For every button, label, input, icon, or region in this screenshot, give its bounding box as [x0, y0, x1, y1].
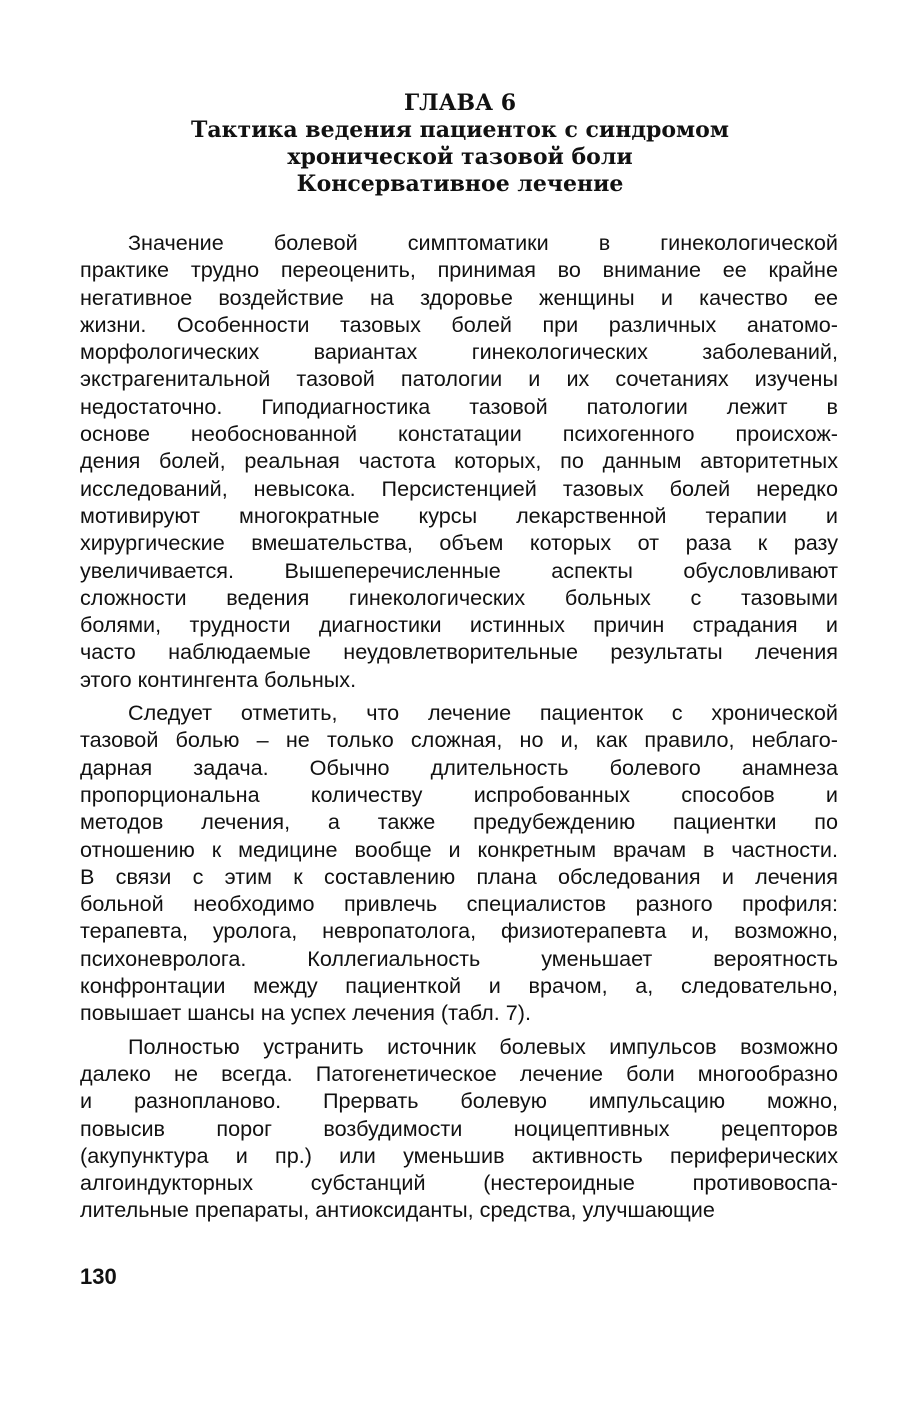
text-line: тазовой болью – не только сложная, но и, как правило, неблаго-: [80, 727, 838, 753]
text-line: негативное воздействие на здоровье женщины и качество ее: [80, 284, 838, 310]
text-line: дения болей, реальная частота которых, по данным авторитетных: [80, 448, 838, 474]
text-line: (акупунктура и пр.) или уменьшив активность периферических: [80, 1142, 838, 1168]
text-line: экстрагенитальной тазовой патологии и их сочетаниях изучены: [80, 366, 838, 392]
text-line: дарная задача. Обычно длительность болевого анамнеза: [80, 754, 838, 780]
text-line: повысив порог возбудимости ноцицептивных рецепторов: [80, 1115, 838, 1141]
text-line: повышает шансы на успех лечения (табл. 7).: [80, 1000, 531, 1026]
text-line: мотивируют многократные курсы лекарственной терапии и: [80, 502, 838, 528]
text-line: хирургические вмешательства, объем которых от раза к разу: [80, 530, 838, 556]
text-line: болями, трудности диагностики истинных причин страдания и: [80, 612, 838, 638]
text-line: сложности ведения гинекологических больных с тазовыми: [80, 584, 838, 610]
chapter-title-line-1: Тактика ведения пациенток с синдромом: [191, 117, 729, 143]
text-line: практике трудно переоценить, принимая во внимание ее крайне: [80, 257, 838, 283]
chapter-heading: [80, 90, 840, 198]
section-subtitle: Консервативное лечение: [296, 171, 624, 197]
text-line: конфронтации между пациенткой и врачом, а, следовательно,: [80, 973, 838, 999]
text-line: больной необходимо привлечь специалистов разного профиля:: [80, 891, 838, 917]
text-line: психоневролога. Коллегиальность уменьшает вероятность: [80, 945, 838, 971]
text-line: далеко не всегда. Патогенетическое лечение боли многообразно: [80, 1060, 838, 1086]
chapter-title-line-2: хронической тазовой боли: [287, 144, 633, 170]
text-line: лительные препараты, антиоксиданты, средства, улучшающие: [80, 1197, 715, 1223]
text-line: и разнопланово. Прервать болевую импульсацию можно,: [80, 1088, 838, 1114]
text-line: основе необоснованной констатации психогенного происхож-: [80, 421, 838, 447]
text-line: В связи с этим к составлению плана обследования и лечения: [80, 863, 838, 889]
text-line: жизни. Особенности тазовых болей при различных анатомо-: [80, 311, 838, 337]
text-line: отношению к медицине вообще и конкретным врачам в частности.: [80, 836, 838, 862]
paragraph: [80, 229, 838, 693]
page-number: 130: [80, 1264, 117, 1289]
text-line: методов лечения, а также предубеждению пациентки по: [80, 809, 838, 835]
text-line: Значение болевой симптоматики в гинекологической: [128, 230, 838, 255]
text-line: увеличивается. Вышеперечисленные аспекты обусловливают: [80, 557, 838, 583]
text-line: пропорциональна количеству испробованных способов и: [80, 781, 838, 807]
chapter-number: ГЛАВА 6: [403, 90, 517, 116]
paragraph: [80, 1033, 838, 1224]
text-line: исследований, невысока. Персистенцией тазовых болей нередко: [80, 475, 838, 501]
text-line: недостаточно. Гиподиагностика тазовой патологии лежит в: [80, 393, 838, 419]
body-text: [80, 229, 838, 1230]
text-line: алгоиндукторных субстанций (нестероидные противовоспа-: [80, 1170, 838, 1196]
text-line: Полностью устранить источник болевых импульсов возможно: [128, 1033, 838, 1059]
text-line: морфологических вариантах гинекологических заболеваний,: [80, 339, 838, 365]
paragraph: [80, 699, 838, 1027]
text-line: часто наблюдаемые неудовлетворительные результаты лечения: [80, 639, 838, 665]
text-line: Следует отметить, что лечение пациенток с хронической: [128, 700, 838, 726]
text-line: этого контингента больных.: [80, 666, 357, 692]
text-line: терапевта, уролога, невропатолога, физиотерапевта и, возможно,: [80, 918, 838, 944]
